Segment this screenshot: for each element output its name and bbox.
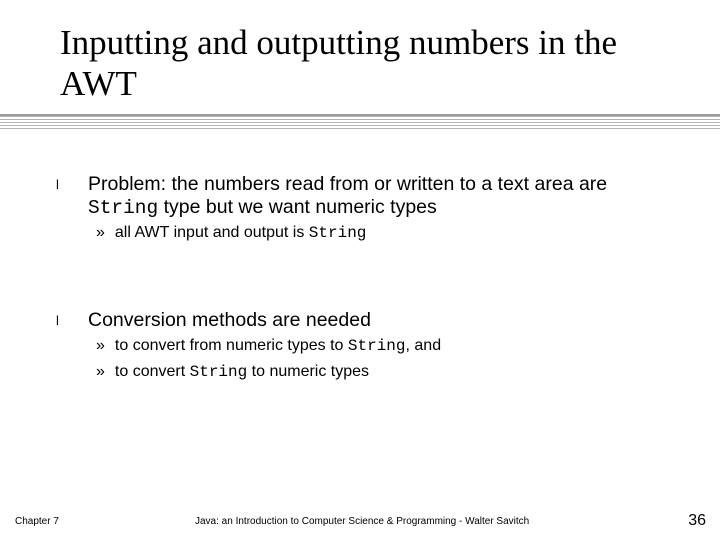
footer-chapter: Chapter 7 [15, 516, 59, 527]
subpoint-to-numeric-text-b: to numeric types [247, 363, 370, 380]
bullet-icon: l [56, 177, 59, 192]
sub-bullet-icon: » [96, 224, 105, 241]
title-rule [0, 116, 720, 130]
point-problem-code: String [88, 197, 159, 219]
point-problem-text-b: type but we want numeric types [158, 196, 437, 218]
point-problem [88, 173, 688, 220]
subpoint-to-string-text-b: , and [405, 337, 442, 354]
page-number: 36 [688, 512, 706, 529]
sub-bullet-icon: » [96, 363, 105, 380]
subpoint-to-numeric [96, 362, 369, 382]
point-problem-text-a: Problem: the numbers read from or written to a text area are [88, 173, 608, 195]
subpoint-awt-string [96, 223, 366, 243]
bullet-icon: l [56, 313, 59, 328]
subpoint-to-numeric-text-a: to convert [114, 363, 190, 380]
point-conversion: Conversion methods are needed [88, 309, 371, 331]
subpoint-awt-text: all AWT input and output is [114, 224, 309, 241]
subpoint-to-string-code: String [347, 337, 406, 355]
subpoint-to-numeric-code: String [189, 363, 248, 381]
subpoint-to-string-text-a: to convert from numeric types to [114, 337, 348, 354]
slide-title: Inputting and outputting numbers in the AWT [60, 23, 618, 103]
subpoint-awt-code: String [308, 224, 367, 242]
sub-bullet-icon: » [96, 337, 105, 354]
subpoint-to-string [96, 336, 441, 356]
footer-book-title: Java: an Introduction to Computer Science & Programming - Walter Savitch [195, 516, 530, 527]
